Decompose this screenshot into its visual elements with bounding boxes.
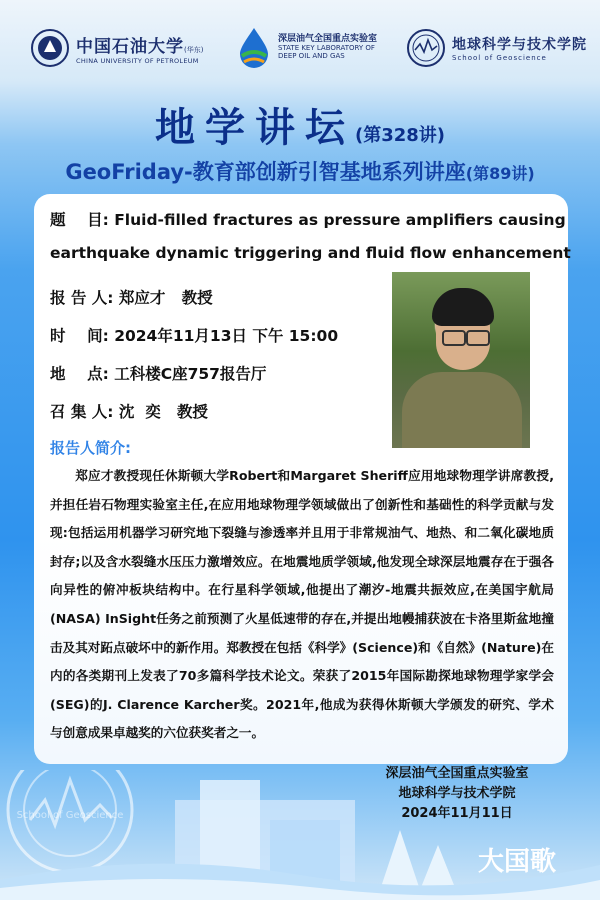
lab-logo	[236, 26, 377, 68]
place-label: 地 点:	[50, 365, 109, 383]
info-card	[34, 194, 571, 764]
cup-english: CHINA UNIVERSITY OF PETROLEUM	[76, 56, 199, 65]
host-label: 召 集 人:	[50, 403, 114, 421]
cup-logo	[30, 28, 203, 68]
tree-icon	[380, 830, 420, 890]
cup-tag: (华东)	[184, 45, 204, 54]
subtitle-session: (第89讲)	[465, 164, 535, 183]
page-subtitle	[0, 156, 600, 186]
school-english: School of Geoscience	[452, 54, 547, 62]
time-value: 2024年11月13日 下午 15:00	[114, 327, 339, 345]
place-value: 工科楼C座757报告厅	[114, 365, 267, 383]
bio-text: 郑应才教授现任休斯顿大学Robert和Margaret Sheriff应用地球物理学讲席教授,并担任岩石物理实验室主任,在应用地球物理学领域做出了创新性和基础性的科学贡献与发现:包括运用机器学习研究地下裂缝与渗透率并且用于非常规油气、地热、和二氧化碳地质封存;以及含水裂缝水压压力激增效应。在地震地质学领域,他发现全球深层地震存在于强各向异性的俯冲板块结构中。在行星科学领域,他提出了潮汐-地震共振效应,在美国宇航局(NASA) InSight任务之前预测了火星低速带的存在,并提出地幔捕获波在卡洛里斯盆地撞击及其对跖点破坏中的新作用。郑教授在包括《科学》(Science)和《自然》(Nature)在内的各类期刊上发表了70多篇科学技术论文。荣获了2015年国际勘探地球物理学家学会(SEG)的J. Clarence Karcher奖。2021年,他成为获得休斯顿大学颁发的研究、学术与创意成果卓越奖的六位获奖者之一。	[50, 468, 554, 741]
seal-text: School of Geoscience	[16, 810, 124, 821]
speaker-row	[50, 286, 213, 308]
geoscience-emblem-icon	[406, 28, 446, 68]
time-row	[50, 324, 338, 346]
school-name: 地球科学与技术学院	[452, 37, 587, 53]
speaker-photo	[392, 272, 530, 448]
cup-name: 中国石油大学	[76, 36, 184, 57]
slogan-text: 大国歌	[478, 847, 557, 877]
place-row	[50, 362, 266, 384]
page-title	[0, 96, 600, 153]
title-session: (第328讲)	[354, 125, 446, 146]
topic-line-2: earthquake dynamic triggering and fluid flow enhancement	[50, 244, 571, 262]
footer-date: 2024年11月11日	[401, 806, 513, 821]
speaker-value: 郑应才 教授	[118, 289, 213, 307]
title-main: 地学讲坛	[154, 105, 355, 151]
host-value: 沈 奕 教授	[118, 403, 208, 421]
bio-heading: 报告人简介:	[50, 439, 131, 457]
time-label: 时 间:	[50, 327, 109, 345]
speaker-label: 报 告 人:	[50, 289, 114, 307]
header-logos	[0, 0, 600, 88]
lab-english-1: STATE KEY LABORATORY OF	[278, 44, 375, 52]
lab-name: 深层油气全国重点实验室	[278, 34, 378, 44]
school-logo	[406, 28, 587, 68]
cup-emblem-icon	[30, 28, 70, 68]
footer-org-2: 地球科学与技术学院	[398, 786, 516, 801]
footer-org-1: 深层油气全国重点实验室	[385, 766, 529, 781]
oil-drop-icon	[236, 26, 272, 68]
lab-english-2: DEEP OIL AND GAS	[278, 52, 345, 60]
topic-row	[50, 208, 566, 230]
footer	[372, 764, 542, 824]
host-row	[50, 400, 208, 422]
topic-line-1: Fluid-filled fractures as pressure amplifiers causing	[114, 211, 566, 229]
subtitle-main: GeoFriday-教育部创新引智基地系列讲座	[65, 160, 466, 184]
topic-label: 题 目:	[50, 211, 109, 229]
